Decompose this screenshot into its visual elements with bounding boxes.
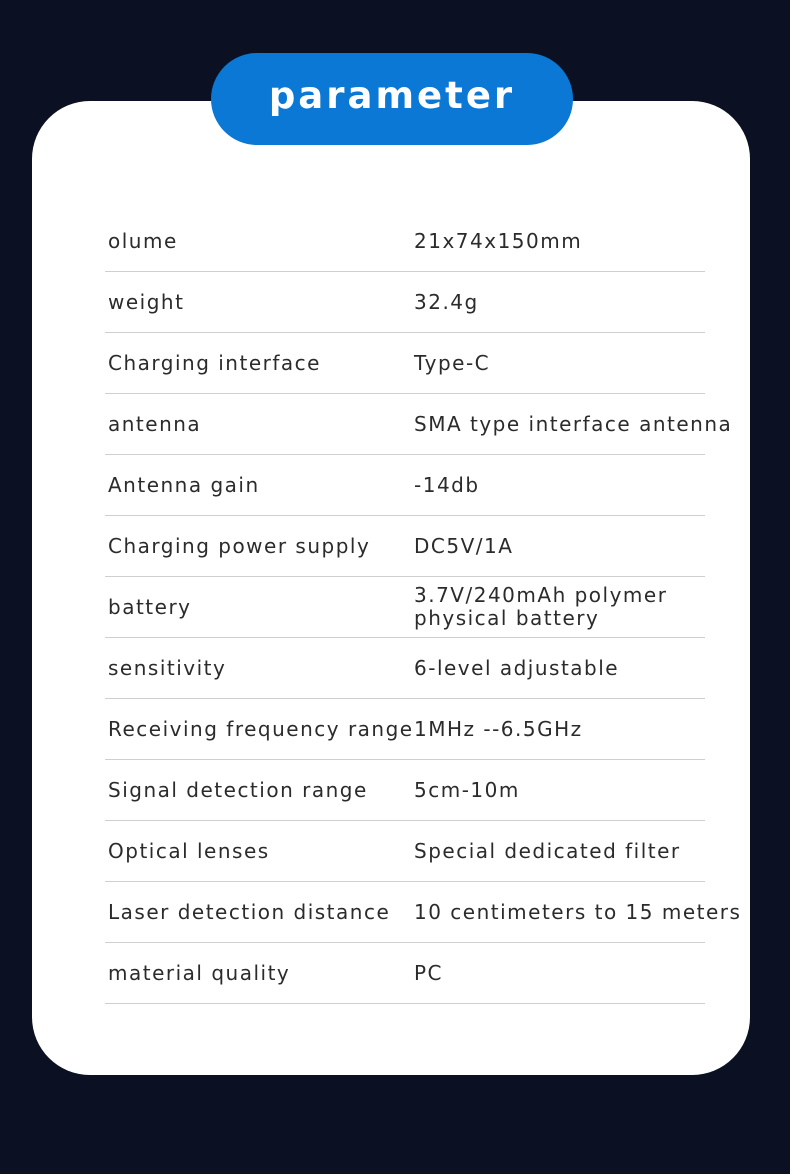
parameter-value: 1MHz --6.5GHz <box>414 716 583 741</box>
parameter-value: 32.4g <box>414 289 479 314</box>
parameter-value: 6-level adjustable <box>414 655 620 680</box>
parameter-row-antenna-gain <box>105 455 705 516</box>
parameter-row-signal-detection-range <box>105 760 705 821</box>
parameter-label: Charging power supply <box>108 534 371 558</box>
parameter-row-weight <box>105 272 705 333</box>
parameter-row-charging-power-supply <box>105 516 705 577</box>
parameter-row-antenna <box>105 394 733 455</box>
parameter-value: 3.7V/240mAh polymer physical battery <box>414 583 668 630</box>
parameter-label: battery <box>108 595 192 619</box>
parameter-label: Laser detection distance <box>108 900 391 924</box>
parameter-value: SMA type interface antenna <box>414 411 733 436</box>
title-banner <box>211 53 573 145</box>
parameter-row-receiving-frequency-range <box>105 699 705 760</box>
parameter-value: Type-C <box>414 350 491 375</box>
parameter-label: Antenna gain <box>108 473 260 497</box>
parameter-row-optical-lenses <box>105 821 705 882</box>
parameter-value: 5cm-10m <box>414 777 520 802</box>
parameter-table <box>105 211 742 1004</box>
parameter-row-laser-detection-distance <box>105 882 742 943</box>
page-title: parameter <box>268 73 516 117</box>
parameter-label: Optical lenses <box>108 839 270 863</box>
parameter-value: 10 centimeters to 15 meters <box>414 899 742 924</box>
parameter-row-battery <box>105 577 705 638</box>
parameter-label: olume <box>108 229 178 253</box>
parameter-value: PC <box>414 960 444 985</box>
parameter-row-sensitivity <box>105 638 705 699</box>
parameter-value: DC5V/1A <box>414 533 514 558</box>
parameter-label: weight <box>108 290 185 314</box>
parameter-row-volume <box>105 211 705 272</box>
parameter-row-material-quality <box>105 943 705 1004</box>
parameter-value: Special dedicated filter <box>414 838 681 863</box>
parameter-row-charging-interface <box>105 333 705 394</box>
parameter-label: Receiving frequency range <box>108 717 414 741</box>
parameter-label: material quality <box>108 961 291 985</box>
parameter-value: -14db <box>414 472 480 497</box>
parameter-value: 21x74x150mm <box>414 228 583 253</box>
parameter-label: sensitivity <box>108 656 227 680</box>
parameter-label: antenna <box>108 412 202 436</box>
parameter-label: Signal detection range <box>108 778 368 802</box>
parameter-label: Charging interface <box>108 351 321 375</box>
